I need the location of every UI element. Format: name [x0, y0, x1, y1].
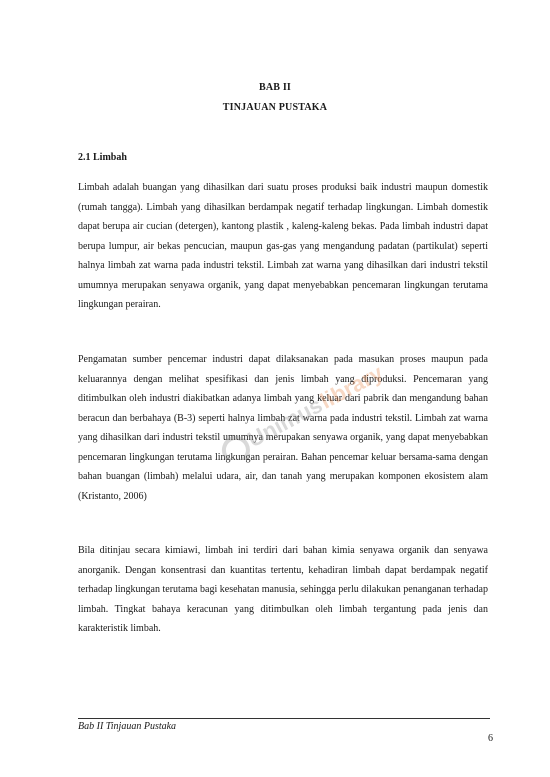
watermark-text-a: Unimus — [243, 392, 327, 453]
page-number: 6 — [488, 733, 493, 744]
footer-divider — [78, 718, 490, 719]
chapter-title: TINJAUAN PUSTAKA — [222, 102, 328, 113]
chapter-number: BAB II — [258, 82, 292, 93]
footer-running-title: Bab II Tinjauan Pustaka — [78, 721, 177, 732]
paragraph-3: Bila ditinjau secara kimiawi, limbah ini terdiri dari bahan kimia senyawa organik dan senyawa anorganik. Dengan konsentrasi dan kuantitas tertentu, kehadiran limbah dapat berdampak negatif terhadap lingkungan terutama bagi kesehatan manusia, sehingga perlu dilakukan penanganan terhadap limbah. Tingkat bahaya keracunan yang ditimbulkan oleh limbah tergantung pada jenis dan karakteristik limbah. — [78, 545, 488, 634]
section-heading: 2.1 Limbah — [78, 152, 127, 163]
watermark-text-b: library — [315, 359, 388, 414]
paragraph-1: Limbah adalah buangan yang dihasilkan dari suatu proses produksi baik industri maupun domestik (rumah tangga). Limbah yang dihasilkan berdampak negatif terhadap lingkungan. Limbah domestik dapat berupa air cucian (detergen), kantong plastik , kaleng-kaleng bekas. Pada limbah industri dapat berupa lumpur, air bekas pencucian, maupun gas-gas yang mengandung padatan (partikulat) seperti halnya limbah zat warna pada industri tekstil. Limbah zat warna yang dihasilkan dari industri tekstil umumnya merupakan senyawa organik, yang dapat menyebabkan pencemaran lingkungan terutama lingkungan perairan. — [78, 182, 488, 310]
paragraph-2: Pengamatan sumber pencemar industri dapat dilaksanakan pada masukan proses maupun pada keluarannya dengan melihat spesifikasi dan jenis limbah yang diproduksi. Pencemaran yang ditimbulkan oleh industri diakibatkan adanya limbah yang keluar dari pabrik dan mengandung bahan beracun dan berbahaya (B-3) seperti halnya limbah zat warna pada industri tekstil. Limbah zat warna yang dihasilkan dari industri tekstil umumnya merupakan senyawa organik, yang dapat menyebabkan pencemaran lingkungan terutama lingkungan perairan. Bahan pencemar keluar bersama-sama dengan bahan buangan (limbah) melalui udara, air, dan tanah yang merupakan komponen ekosistem alam (Kristanto, 2006) — [78, 354, 488, 502]
